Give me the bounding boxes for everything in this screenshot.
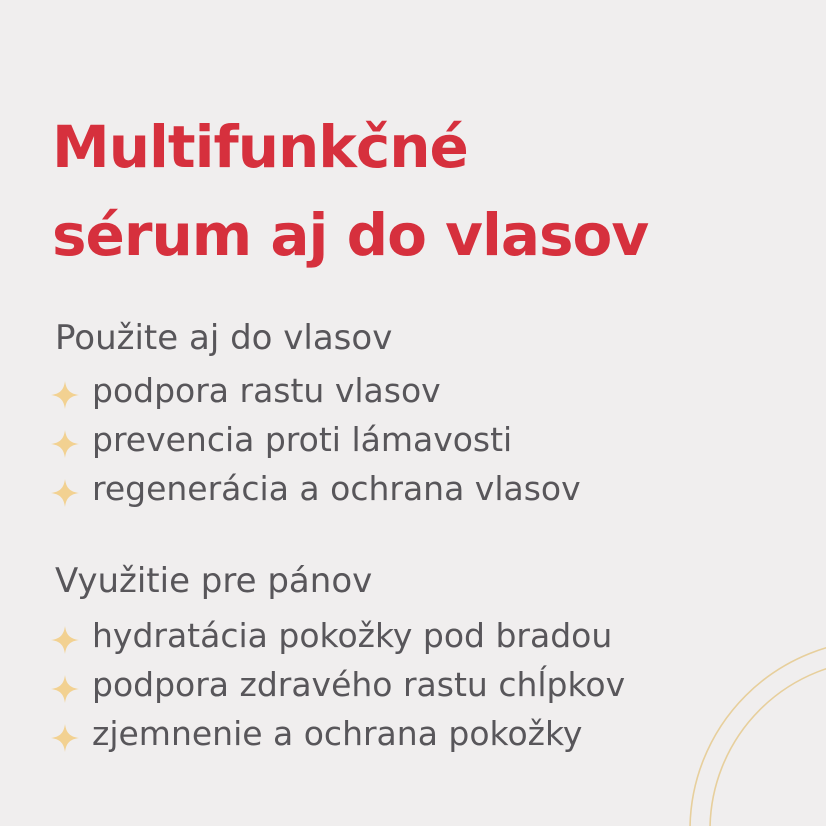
title-line-2: sérum aj do vlasov (52, 201, 649, 269)
list-item-text: podpora zdravého rastu chĺpkov (92, 664, 626, 704)
men-benefits-list (50, 611, 625, 758)
list-item (50, 709, 625, 758)
sparkle-star-icon (50, 429, 80, 459)
list-item-text: hydratácia pokožky pod bradou (92, 615, 613, 655)
list-item (50, 660, 625, 709)
sparkle-star-icon (50, 674, 80, 704)
list-item-text: prevencia proti lámavosti (92, 419, 513, 459)
title-line-1: Multifunkčné (52, 113, 468, 181)
sparkle-star-icon (50, 380, 80, 410)
hair-benefits-list (50, 366, 581, 513)
section-heading-hair: Použite aj do vlasov (55, 318, 393, 358)
decorative-arc-outer (690, 640, 826, 826)
sparkle-star-icon (50, 723, 80, 753)
section-heading-men: Využitie pre pánov (55, 561, 373, 601)
list-item-text: podpora rastu vlasov (92, 370, 441, 410)
sparkle-star-icon (50, 478, 80, 508)
list-item (50, 611, 625, 660)
list-item (50, 464, 581, 513)
sparkle-star-icon (50, 625, 80, 655)
list-item (50, 366, 581, 415)
decorative-arc-inner (710, 660, 826, 826)
list-item-text: zjemnenie a ochrana pokožky (92, 713, 583, 753)
page-title (52, 103, 648, 279)
list-item (50, 415, 581, 464)
list-item-text: regenerácia a ochrana vlasov (92, 468, 581, 508)
